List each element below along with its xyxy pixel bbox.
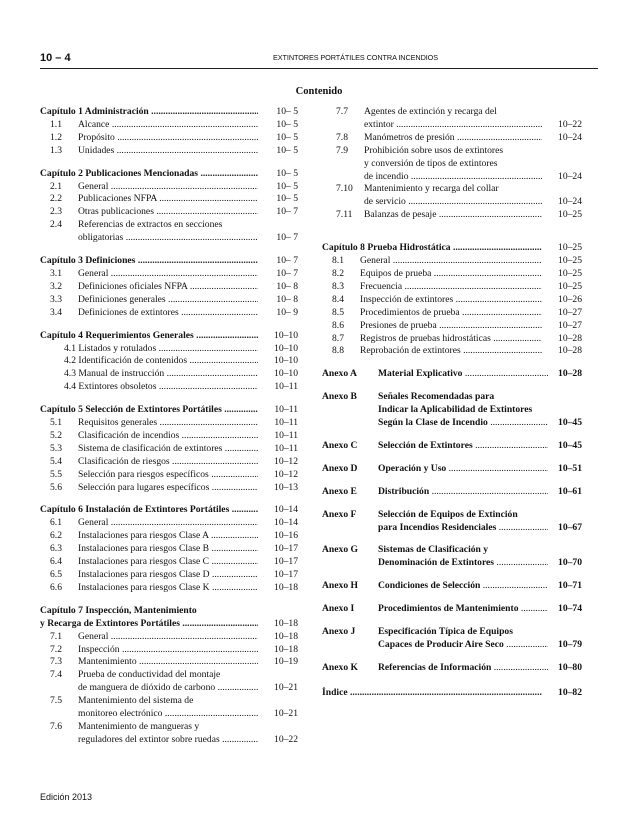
annex-label: Anexo H — [322, 580, 358, 592]
chapter-title: Capítulo 8 Prueba Hidrostática ..... — [322, 242, 542, 255]
annex-page: 10–45 — [555, 440, 582, 453]
toc-entry — [40, 381, 298, 394]
toc-entry-text: Clasificación de incendios ..... — [78, 430, 258, 443]
annex-title — [378, 463, 582, 476]
toc-entry-text: Instalaciones para riesgos Clase B ..... — [78, 543, 258, 556]
toc-entry-text: 4.3 Manual de instrucción ..... — [64, 368, 258, 381]
toc-entry-text: Referencias de extractos en secciones — [78, 219, 223, 231]
toc-entry-page: 10–22 — [555, 119, 582, 132]
toc-entry — [40, 181, 298, 194]
toc-entry-page: 10–10 — [271, 343, 298, 356]
toc-entry-text: Definiciones generales ..... — [78, 294, 258, 307]
chapter-page: 10–18 — [271, 618, 298, 631]
toc-entry-page: 10–10 — [271, 355, 298, 368]
toc-entry-page: 10–21 — [271, 708, 298, 721]
toc-entry-text: Mantenimiento de mangueras y — [78, 720, 200, 732]
toc-entry-text: Mantenimiento ..... — [78, 656, 258, 669]
annex-title-line: Operación y Uso ..... — [378, 463, 548, 476]
toc-entry-page: 10–17 — [271, 569, 298, 582]
toc-entry-text: Mantenimiento del sistema de — [78, 695, 194, 707]
annex-title-line: Selección de Extintores ..... — [378, 440, 548, 453]
toc-entry-text: 4.1 Listados y rotulados ..... — [64, 343, 258, 356]
toc-entry-text: Equipos de prueba ..... — [360, 268, 542, 281]
toc-entry-page: 10–11 — [271, 381, 298, 394]
toc-entry-text: Prohibición sobre usos de extintores — [364, 144, 504, 156]
annex-entry — [322, 463, 582, 476]
toc-entry-number: 7.6 — [50, 720, 62, 732]
annex-entry — [322, 391, 582, 430]
edition-footer: Edición 2013 — [40, 792, 93, 802]
toc-entry-text: Manómetros de presión ..... — [364, 132, 542, 145]
chapter-title: Capítulo 7 Inspección, Mantenimiento — [40, 604, 197, 616]
toc-entry-page: 10– 7 — [273, 232, 298, 245]
toc-entry-number: 8.6 — [332, 319, 344, 331]
toc-entry-page: 10–28 — [555, 345, 582, 358]
toc-entry-page: 10–11 — [271, 430, 298, 443]
toc-entry — [40, 721, 298, 734]
annex-title-line: Capaces de Producir Aire Seco ..... — [378, 639, 548, 652]
toc-entry-page: 10–18 — [271, 631, 298, 644]
toc-entry — [40, 456, 298, 469]
toc-entry-text: reguladores del extintor sobre ruedas ..... — [78, 734, 258, 747]
toc-entry-page: 10–28 — [555, 333, 582, 346]
annex-page: 10–74 — [555, 603, 582, 616]
toc-entry-text: de servicio ..... — [364, 196, 542, 209]
annex-entry — [322, 440, 582, 453]
toc-entry — [40, 656, 298, 669]
chapter-title: Capítulo 6 Instalación de Extintores Portátiles ..... — [40, 504, 258, 517]
annex-page: 10–70 — [555, 557, 582, 570]
toc-entry-text: Balanzas de pesaje ..... — [364, 209, 542, 222]
toc-entry — [40, 734, 298, 747]
toc-entry — [40, 368, 298, 381]
toc-entry — [40, 307, 298, 320]
annex-title-line: Selección de Equipos de Extinción — [378, 508, 518, 520]
toc-entry-text: 4.4 Extintores obsoletos ..... — [64, 381, 258, 394]
toc-entry-page: 10–14 — [271, 517, 298, 530]
toc-entry-page: 10–16 — [271, 530, 298, 543]
annex-label: Anexo J — [322, 626, 356, 638]
toc-entry — [40, 430, 298, 443]
chapter-heading — [322, 242, 582, 255]
toc-entry-text: Reprobación de extintores ..... — [360, 345, 542, 358]
toc-entry — [40, 294, 298, 307]
toc-entry — [322, 196, 582, 209]
annex-page: 10–45 — [555, 417, 582, 430]
annex-title — [378, 509, 582, 535]
toc-entry-page: 10– 9 — [273, 307, 298, 320]
annex-page: 10–67 — [555, 522, 582, 535]
toc-entry-number: 2.1 — [50, 180, 62, 192]
toc-entry-page: 10–11 — [271, 417, 298, 430]
toc-entry-number: 6.6 — [50, 581, 62, 593]
toc-entry-page: 10–27 — [555, 320, 582, 333]
toc-entry-text: General ..... — [360, 255, 542, 268]
annex-label: Anexo A — [322, 368, 357, 380]
toc-entry — [322, 345, 582, 358]
toc-entry — [40, 281, 298, 294]
running-header — [40, 52, 598, 69]
annex-entry — [322, 626, 582, 652]
annex-page: 10–79 — [555, 639, 582, 652]
toc-entry-text: Mantenimiento y recarga del collar — [364, 183, 499, 195]
toc-entry-page: 10– 5 — [273, 132, 298, 145]
toc-entry — [40, 669, 298, 682]
toc-entry-number: 8.2 — [332, 267, 344, 279]
spacer — [322, 222, 582, 232]
toc-entry — [322, 145, 582, 158]
toc-entry-text: Definiciones oficiales NFPA ..... — [78, 281, 258, 294]
toc-entry-text: 4.2 Identificación de contenidos ..... — [64, 355, 258, 368]
chapter-page: 10– 5 — [273, 168, 298, 181]
toc-entry — [322, 119, 582, 132]
toc-entry — [322, 132, 582, 145]
toc-entry-text: General ..... — [78, 517, 258, 530]
toc-entry — [40, 355, 298, 368]
toc-entry-number: 1.3 — [50, 144, 62, 156]
toc-entry-page: 10–19 — [271, 656, 298, 669]
toc-entry — [322, 255, 582, 268]
annex-page: 10–61 — [555, 486, 582, 499]
toc-entry-page: 10– 7 — [273, 206, 298, 219]
toc-entry-number: 7.1 — [50, 630, 62, 642]
toc-entry-number: 1.2 — [50, 131, 62, 143]
toc-entry-text: Publicaciones NFPA ..... — [78, 193, 258, 206]
annex-page: 10–28 — [555, 368, 582, 381]
toc-entry — [40, 482, 298, 495]
annex-title-line: Condiciones de Selección ..... — [378, 580, 548, 593]
toc-entry-text: de incendio ..... — [364, 171, 542, 184]
annex-title-line: Procedimientos de Mantenimiento ..... — [378, 603, 548, 616]
toc-entry-text: y conversión de tipos de extintores — [364, 157, 498, 169]
index-page: 10–82 — [555, 687, 582, 700]
toc-entry-text: Alcance ..... — [78, 119, 258, 132]
chapter-page: 10– 5 — [273, 106, 298, 119]
chapter-title: Capítulo 3 Definiciones ..... — [40, 255, 258, 268]
toc-entry-page: 10–22 — [271, 734, 298, 747]
toc-entry-number: 3.3 — [50, 293, 62, 305]
toc-entry — [322, 307, 582, 320]
toc-entry-page: 10– 5 — [273, 145, 298, 158]
toc-entry-page: 10–12 — [271, 469, 298, 482]
annex-label: Anexo E — [322, 485, 357, 497]
toc-entry-number: 5.3 — [50, 442, 62, 454]
annex-label: Anexo K — [322, 661, 358, 673]
toc-entry-text: Clasificación de riesgos ..... — [78, 456, 258, 469]
toc-entry-text: Unidades ..... — [78, 145, 258, 158]
chapter-heading — [40, 605, 298, 618]
toc-entry-number: 6.3 — [50, 543, 62, 555]
toc-entry — [40, 193, 298, 206]
toc-entry-number: 3.1 — [50, 267, 62, 279]
toc-entry — [40, 232, 298, 245]
toc-entry-number: 6.1 — [50, 517, 62, 529]
toc-entry — [322, 106, 582, 119]
toc-entry — [40, 569, 298, 582]
toc-entry — [40, 644, 298, 657]
toc-entry-text: de manguera de dióxido de carbono ..... — [78, 682, 258, 695]
annex-title — [378, 440, 582, 453]
annex-label: Anexo I — [322, 603, 355, 615]
toc-entry-text: Inspección de extintores ..... — [360, 294, 542, 307]
chapter-title: y Recarga de Extintores Portátiles ..... — [40, 618, 258, 631]
chapter-heading — [40, 255, 298, 268]
toc-entry-text: Instalaciones para riesgos Clase K ..... — [78, 582, 258, 595]
chapter-page: 10–25 — [555, 242, 582, 255]
toc-entry-page: 10– 8 — [273, 294, 298, 307]
page-number: 10 – 4 — [40, 52, 71, 64]
annex-title-line: Denominación de Extintores ..... — [378, 557, 548, 570]
annex-title-line: Según la Clase de Incendio ..... — [378, 417, 548, 430]
toc-entry-text: extintor ..... — [364, 119, 542, 132]
annex-label: Anexo C — [322, 439, 358, 451]
toc-entry-page: 10–17 — [271, 556, 298, 569]
toc-entry-page: 10–24 — [555, 171, 582, 184]
toc-entry-page: 10– 7 — [273, 268, 298, 281]
chapter-title: Capítulo 2 Publicaciones Mencionadas ..... — [40, 168, 258, 181]
chapter-heading — [40, 168, 298, 181]
toc-entry — [322, 268, 582, 281]
toc-entry-number: 5.6 — [50, 481, 62, 493]
toc-entry — [40, 119, 298, 132]
toc-entry-text: Definiciones de extintores ..... — [78, 307, 258, 320]
annex-page: 10–71 — [555, 580, 582, 593]
toc-entry-text: Selección para lugares específicos ..... — [78, 482, 258, 495]
chapter-title: Capítulo 4 Requerimientos Generales ..... — [40, 330, 258, 343]
toc-entry-number: 1.1 — [50, 118, 62, 130]
toc-entry-text: Frecuencia ..... — [360, 281, 542, 294]
toc-entry-text: Presiones de prueba ..... — [360, 320, 542, 333]
toc-entry-number: 8.8 — [332, 345, 344, 357]
index-entry — [322, 687, 582, 700]
toc-entry-text: General ..... — [78, 181, 258, 194]
toc-entry-text: Requisitos generales ..... — [78, 417, 258, 430]
toc-entry-page: 10–18 — [271, 644, 298, 657]
annex-entry — [322, 662, 582, 675]
annex-entry — [322, 580, 582, 593]
annex-title — [378, 544, 582, 570]
annex-title — [378, 368, 582, 381]
toc-entry-number: 3.2 — [50, 280, 62, 292]
toc-entry-page: 10–13 — [271, 482, 298, 495]
annex-label: Anexo G — [322, 544, 358, 556]
toc-entry-text: Procedimientos de prueba ..... — [360, 307, 542, 320]
toc-entry-text: Propósito ..... — [78, 132, 258, 145]
toc-entry-number: 3.4 — [50, 306, 62, 318]
toc-entry-page: 10–25 — [555, 281, 582, 294]
toc-entry-text: Instalaciones para riesgos Clase D ..... — [78, 569, 258, 582]
toc-entry-text: Agentes de extinción y recarga del — [364, 106, 497, 117]
annex-title-line: Distribución ..... — [378, 486, 548, 499]
annex-title-line: para Incendios Residenciales ..... — [378, 522, 548, 535]
toc-entry-number: 6.5 — [50, 569, 62, 580]
chapter-title: Capítulo 5 Selección de Extintores Portátiles ..... — [40, 404, 258, 417]
toc-entry — [322, 171, 582, 184]
toc-entry — [40, 343, 298, 356]
toc-entry-text: General ..... — [78, 268, 258, 281]
toc-entry-page: 10–25 — [555, 255, 582, 268]
annex-page: 10–51 — [555, 463, 582, 476]
toc-entry-number: 7.11 — [336, 209, 353, 221]
annex-label: Anexo F — [322, 508, 357, 520]
toc-entry — [322, 320, 582, 333]
toc-entry-page: 10–12 — [271, 456, 298, 469]
chapter-heading-cont — [40, 618, 298, 631]
annex-title — [378, 486, 582, 499]
toc-entry-number: 8.5 — [332, 306, 344, 318]
toc-entry — [40, 695, 298, 708]
toc-entry-number: 7.2 — [50, 643, 62, 655]
toc-entry — [40, 556, 298, 569]
toc-entry-page: 10–27 — [555, 307, 582, 320]
annex-label: Anexo B — [322, 391, 357, 403]
toc-left-column — [40, 106, 298, 747]
toc-entry — [40, 145, 298, 158]
annex-entry — [322, 544, 582, 570]
chapter-page: 10– 7 — [273, 255, 298, 268]
toc-entry-number: 7.4 — [50, 669, 62, 681]
toc-entry — [40, 517, 298, 530]
toc-entry-text: Prueba de conductividad del montaje — [78, 669, 221, 681]
toc-entry-number: 5.4 — [50, 455, 62, 467]
toc-entry — [40, 417, 298, 430]
toc-entry — [322, 294, 582, 307]
toc-title: Contenido — [295, 86, 343, 97]
annex-title-line: Sistemas de Clasificación y — [378, 544, 489, 556]
toc-entry-text: Selección para riesgos específicos ..... — [78, 469, 258, 482]
annex-entry — [322, 603, 582, 616]
index-title: Índice ..... — [322, 687, 542, 700]
annex-title-line: Señales Recomendadas para — [378, 391, 495, 403]
chapter-page: 10–10 — [271, 330, 298, 343]
toc-entry-page: 10– 5 — [273, 119, 298, 132]
toc-entry-page: 10–18 — [271, 582, 298, 595]
toc-entry-number: 6.4 — [50, 556, 62, 568]
chapter-title: Capítulo 1 Administración ..... — [40, 106, 258, 119]
toc-entry-text: obligatorias ..... — [78, 232, 258, 245]
toc-entry — [40, 206, 298, 219]
annex-title-line: Indicar la Aplicabilidad de Extintores — [378, 404, 533, 416]
toc-entry — [40, 631, 298, 644]
toc-entry-page: 10–24 — [555, 196, 582, 209]
toc-entry-number: 5.1 — [50, 417, 62, 429]
annex-label: Anexo D — [322, 462, 358, 474]
toc-entry-number: 7.9 — [336, 144, 348, 156]
toc-entry-page: 10–25 — [555, 209, 582, 222]
toc-entry — [322, 281, 582, 294]
annex-title-line: Referencias de Información ..... — [378, 662, 548, 675]
toc-entry-text: Instalaciones para riesgos Clase A ..... — [78, 530, 258, 543]
toc-entry-page: 10– 8 — [273, 281, 298, 294]
annex-page: 10–80 — [555, 662, 582, 675]
toc-entry-number: 8.4 — [332, 293, 344, 305]
toc-entry-number: 8.3 — [332, 280, 344, 292]
toc-entry-text: Registros de pruebas hidrostáticas ..... — [360, 333, 542, 346]
running-title: EXTINTORES PORTÁTILES CONTRA INCENDIOS — [273, 53, 439, 62]
toc-entry-number: 7.3 — [50, 656, 62, 668]
toc-entry-text: Inspección ..... — [78, 644, 258, 657]
toc-entry — [322, 183, 582, 196]
toc-entry-text: Sistema de clasificación de extintores ..... — [78, 443, 258, 456]
toc-entry-page: 10– 5 — [273, 193, 298, 206]
toc-entry — [40, 469, 298, 482]
toc-entry — [40, 682, 298, 695]
toc-entry — [40, 543, 298, 556]
toc-entry-number: 7.8 — [336, 131, 348, 143]
annex-entry — [322, 486, 582, 499]
annex-entry — [322, 368, 582, 381]
annex-title — [378, 626, 582, 652]
toc-entry-number: 8.1 — [332, 255, 344, 267]
toc-entry — [40, 132, 298, 145]
toc-entry-text: monitoreo electrónico ..... — [78, 708, 258, 721]
annex-title-line: Especificación Típica de Equipos — [378, 626, 513, 638]
toc-entry-page: 10–17 — [271, 543, 298, 556]
toc-entry — [40, 443, 298, 456]
toc-entry-page: 10–24 — [555, 132, 582, 145]
annex-entry — [322, 509, 582, 535]
toc-entry — [322, 158, 582, 171]
chapter-page: 10–14 — [271, 504, 298, 517]
chapter-heading — [40, 504, 298, 517]
toc-entry-number: 5.2 — [50, 429, 62, 441]
toc-entry-number: 8.7 — [332, 332, 344, 344]
toc-entry-page: 10–25 — [555, 268, 582, 281]
toc-entry-number: 6.2 — [50, 530, 62, 542]
chapter-heading — [40, 404, 298, 417]
annex-title — [378, 391, 582, 430]
toc-entry-text: Otras publicaciones ..... — [78, 206, 258, 219]
annex-title — [378, 580, 582, 593]
toc-entry — [40, 268, 298, 281]
toc-entry-page: 10– 5 — [273, 181, 298, 194]
toc-entry-number: 7.5 — [50, 695, 62, 707]
chapter-heading — [40, 106, 298, 119]
toc-right-column — [322, 106, 582, 700]
toc-entry-text: Instalaciones para riesgos Clase C ..... — [78, 556, 258, 569]
toc-entry — [40, 708, 298, 721]
toc-entry-page: 10–10 — [271, 368, 298, 381]
toc-entry-page: 10–11 — [271, 443, 298, 456]
toc-entry-number: 7.10 — [336, 183, 353, 195]
toc-entry — [40, 219, 298, 232]
toc-entry-page: 10–26 — [555, 294, 582, 307]
toc-entry-number: 2.3 — [50, 206, 62, 218]
toc-entry-number: 2.4 — [50, 219, 62, 231]
annex-title-line: Material Explicativo ..... — [378, 368, 548, 381]
annex-title — [378, 662, 582, 675]
toc-entry-number: 5.5 — [50, 468, 62, 480]
toc-entry — [322, 209, 582, 222]
chapter-page: 10–11 — [271, 404, 298, 417]
toc-entry-text: General ..... — [78, 631, 258, 644]
toc-entry — [40, 582, 298, 595]
toc-entry — [322, 333, 582, 346]
annex-title — [378, 603, 582, 616]
toc-entry — [40, 530, 298, 543]
toc-entry-number: 7.7 — [336, 106, 348, 117]
toc-entry-page: 10–21 — [271, 682, 298, 695]
chapter-heading — [40, 330, 298, 343]
toc-entry-number: 2.2 — [50, 193, 62, 205]
